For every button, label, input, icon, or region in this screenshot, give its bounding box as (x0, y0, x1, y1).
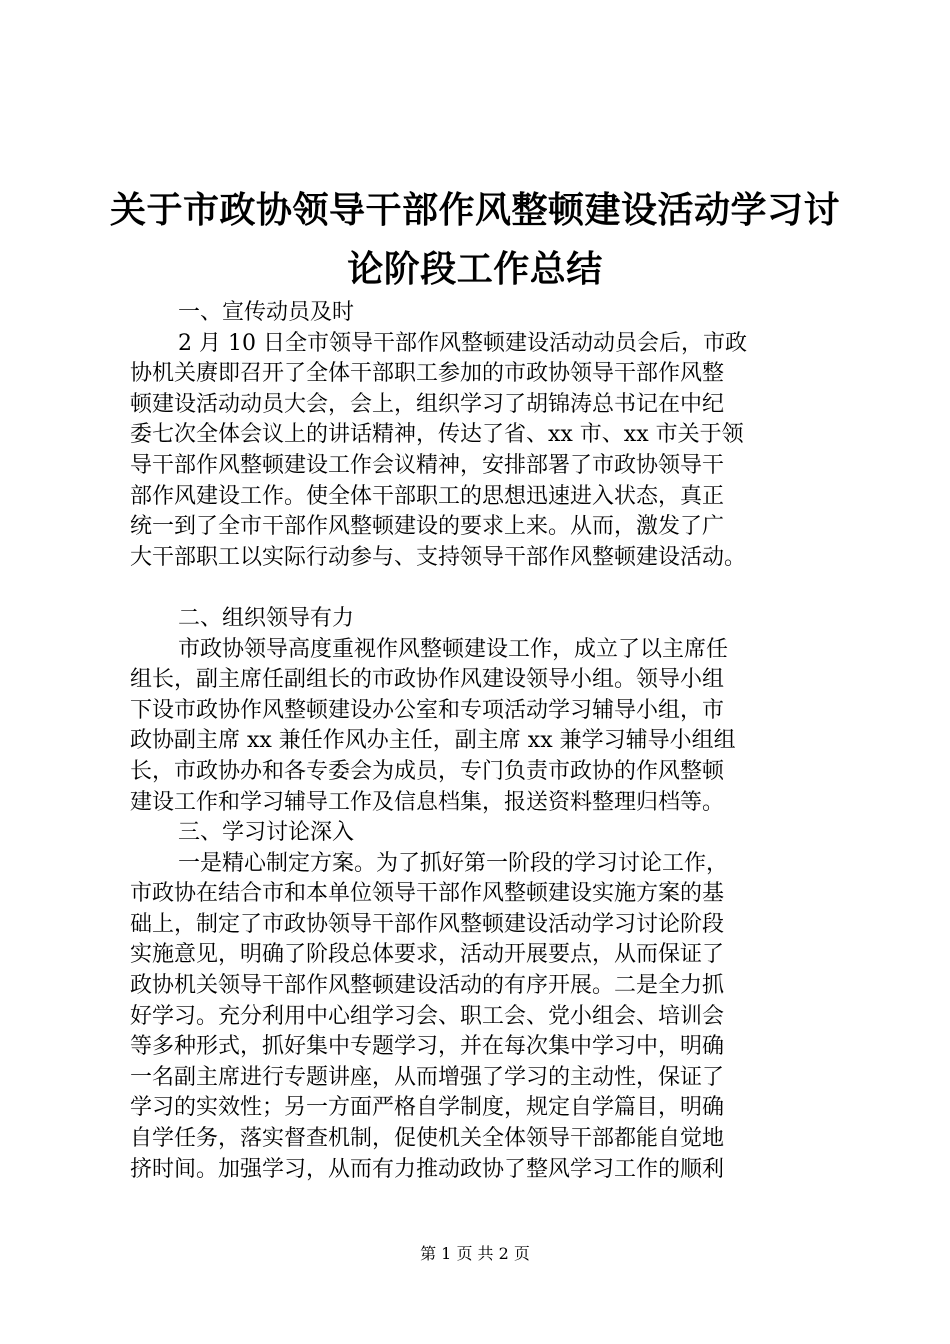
blank-line (130, 573, 850, 604)
section-heading-3: 三、学习讨论深入 (178, 820, 355, 846)
paragraph-line: 统一到了全市干部作风整顿建设的要求上来。从而，激发了广 (130, 514, 725, 540)
paragraph-line: 部作风建设工作。使全体干部职工的思想迅速进入状态，真正 (130, 483, 725, 509)
paragraph-line: 市政协在结合市和本单位领导干部作风整顿建设实施方案的基 (130, 881, 725, 907)
paragraph-line: 自学任务，落实督查机制，促使机关全体领导干部都能自觉地 (130, 1126, 725, 1152)
paragraph-line: 一是精心制定方案。为了抓好第一阶段的学习讨论工作， (178, 850, 729, 876)
paragraph-line: 挤时间。加强学习，从而有力推动政协了整风学习工作的顺利 (130, 1156, 725, 1182)
paragraph-line: 长，市政协办和各专委会为成员，专门负责市政协的作风整顿 (130, 758, 725, 784)
paragraph-line: 协机关赓即召开了全体干部职工参加的市政协领导干部作风整 (130, 361, 725, 387)
paragraph-line: 础上，制定了市政协领导干部作风整顿建设活动学习讨论阶段 (130, 911, 725, 937)
page-number-footer: 第 1 页 共 2 页 (420, 1244, 530, 1263)
paragraph-line: 学习的实效性；另一方面严格自学制度，规定自学篇目，明确 (130, 1095, 725, 1121)
paragraph-line: 大干部职工以实际行动参与、支持领导干部作风整顿建设活动。 (130, 544, 747, 570)
paragraph-line: 等多种形式，抓好集中专题学习，并在每次集中学习中，明确 (130, 1034, 725, 1060)
paragraph-line: 2 月 10 日全市领导干部作风整顿建设活动动员会后，市政 (178, 330, 747, 356)
paragraph-line: 政协机关领导干部作风整顿建设活动的有序开展。二是全力抓 (130, 973, 725, 999)
document-title-line-1: 关于市政协领导干部作风整顿建设活动学习讨 (109, 189, 840, 231)
paragraph-line: 组长，副主席任副组长的市政协作风建设领导小组。领导小组 (130, 667, 725, 693)
paragraph-line: 导干部作风整顿建设工作会议精神，安排部署了市政协领导干 (130, 452, 725, 478)
paragraph-line: 好学习。充分利用中心组学习会、职工会、党小组会、培训会 (130, 1003, 725, 1029)
section-heading-2: 二、组织领导有力 (178, 605, 355, 631)
document-title-line-2: 论阶段工作总结 (347, 248, 603, 290)
paragraph-line: 建设工作和学习辅导工作及信息档集，报送资料整理归档等。 (130, 789, 725, 815)
paragraph-line: 委七次全体会议上的讲话精神，传达了省、xx 市、xx 市关于领 (130, 422, 744, 448)
paragraph-line: 政协副主席 xx 兼任作风办主任，副主席 xx 兼学习辅导小组组 (130, 728, 736, 754)
paragraph-line: 一名副主席进行专题讲座，从而增强了学习的主动性，保证了 (130, 1064, 725, 1090)
paragraph-line: 市政协领导高度重视作风整顿建设工作，成立了以主席任 (178, 636, 729, 662)
document-body (130, 298, 850, 1185)
paragraph-line: 下设市政协作风整顿建设办公室和专项活动学习辅导小组，市 (130, 697, 725, 723)
paragraph-line: 顿建设活动动员大会，会上，组织学习了胡锦涛总书记在中纪 (130, 391, 725, 417)
paragraph-line: 实施意见，明确了阶段总体要求，活动开展要点，从而保证了 (130, 942, 725, 968)
section-heading-1: 一、宣传动员及时 (178, 300, 355, 325)
